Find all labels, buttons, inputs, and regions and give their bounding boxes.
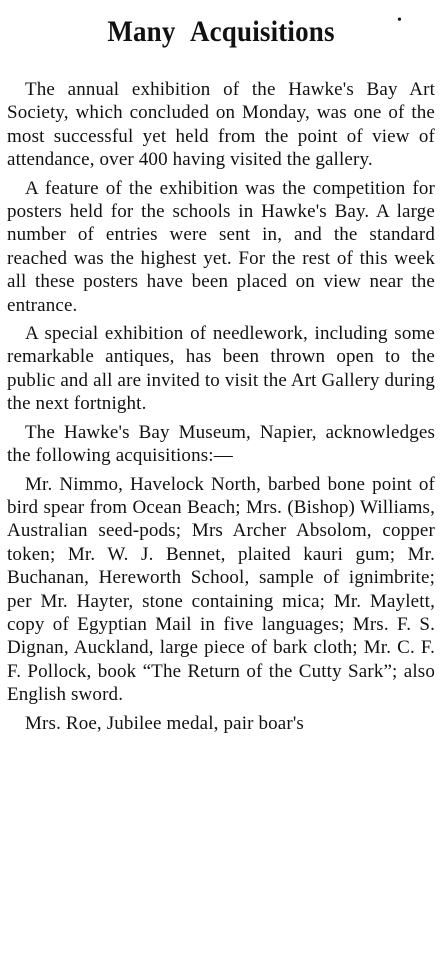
headline-word-many: Many [107, 15, 176, 48]
paragraph-cut-off: Mrs. Roe, Jubilee medal, pair boar's [25, 712, 304, 734]
print-speck: • [397, 13, 402, 28]
paragraph-museum-acknowledgement: The Hawke's Bay Museum, Napier, acknowledges the following acquisitions:— [7, 421, 435, 467]
paragraph-art-society-exhibition: The annual exhibition of the Hawke's Bay Art Society, which concluded on Monday, was one of the most successful yet held from the point of view of attendance, over 400 having visited the gallery. [7, 79, 435, 171]
paragraph-poster-competition: A feature of the exhibition was the competition for posters held for the schools in Hawke's Bay. A large number of entries were sent in, and the standard reached was the highest yet. For the rest of this week all these posters have been placed on view near the entrance. [7, 177, 435, 316]
paragraph-acquisitions-list: Mr. Nimmo, Havelock North, barbed bone point of bird spear from Ocean Beach; Mrs. (Bishop) Williams, Australian seed-pods; Mrs Archer Absolom, copper token; Mr. W. J. Bennet, plaited kauri gum; Mr. Buchanan, Hereworth School, sample of ignimbrite; per Mr. Hayter, stone containing mica; Mr. Maylett, copy of Egyptian Mail in five languages; Mrs. F. S. Dignan, Auckland, large piece of bark cloth; Mr. C. F. F. Pollock, book “The Return of the Cutty Sark”; also English sword. [7, 473, 435, 706]
headline [28, 0, 413, 52]
headline-word-acquisitions: Acquisitions [189, 15, 335, 48]
article-body [7, 78, 435, 735]
paragraph-needlework-exhibition: A special exhibition of needlework, including some remarkable antiques, has been thrown open to the public and all are invited to visit the Art Gallery during the next fortnight. [7, 323, 435, 415]
